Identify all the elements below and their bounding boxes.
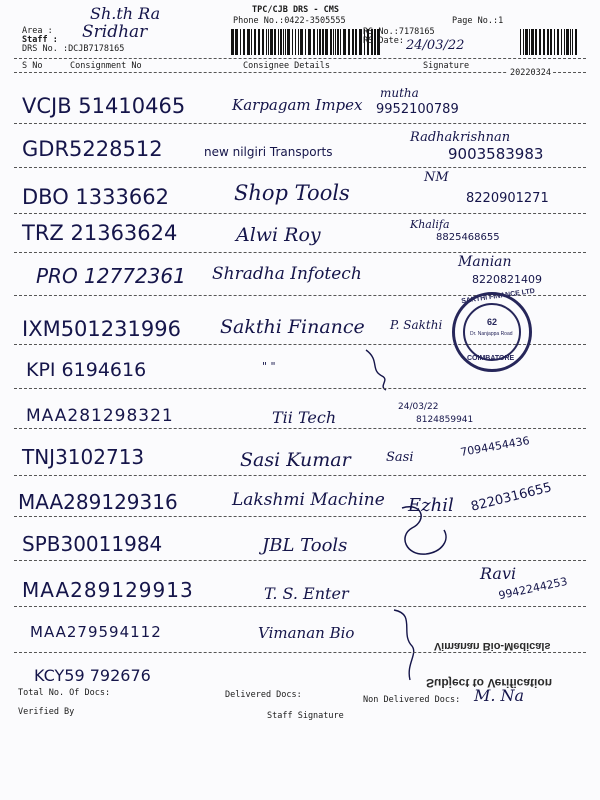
barcode-bar [240,29,241,55]
row-6-consignment: IXM501231996 [22,317,181,341]
row-rule [14,606,586,607]
barcode-right [520,29,578,55]
row-9-phone: 7094454436 [459,434,531,459]
row-8-consignment: MAA281298321 [26,406,174,426]
header-rule-top [14,58,586,59]
barcode-bar [305,29,306,55]
phone-line: Phone No.:0422-3505555 [233,16,346,26]
barcode-bar [274,29,276,55]
stamp-road: Dr. Nanjappa Road [470,331,513,337]
col-consignment: Consignment No [70,61,142,71]
barcode-bar [359,29,362,55]
barcode-bar [547,29,549,55]
row-rule [14,428,586,429]
row-13-signature-stroke [386,604,426,684]
row-11-consignee: JBL Tools [262,535,348,556]
stamp-number: 62 [487,317,498,327]
row-rule [14,652,586,653]
row-rule [14,516,586,517]
row-7-signature-stroke [360,346,400,392]
page-no-value: 1 [498,16,504,26]
barcode-left [231,29,381,55]
row-4-consignment: TRZ 21363624 [22,221,178,245]
barcode-bar [292,29,293,55]
barcode-bar [348,29,350,55]
row-1-consignment: VCJB 51410465 [22,94,186,118]
barcode-bar [243,29,245,55]
page-no-line: Page No.:1 [452,16,504,26]
barcode-bar [523,29,524,55]
barcode-bar [285,29,286,55]
drs-no-value: DCJB7178165 [68,44,125,54]
row-11-consignment: SPB30011984 [22,532,163,556]
row-12-phone: 9942244253 [497,574,569,603]
row-3-consignee: Shop Tools [234,181,350,205]
staff-signature-label: Staff Signature [267,711,344,721]
row-9-signature: Sasi [386,450,414,465]
row-9-consignment: TNJ3102713 [22,445,145,469]
barcode-bar [254,29,256,55]
drs-no-label: DRS No. :DCJB7178165 [22,44,125,54]
barcode-bar [280,29,282,55]
row-rule [14,475,586,476]
barcode-bar [319,29,321,55]
row-12-signature: Ravi [480,564,517,583]
barcode-bar [330,29,332,55]
rs-no-value: 7178165 [398,27,435,37]
row-8-signature: 24/03/22 [398,402,439,412]
row-3-phone: 8220901271 [466,191,549,206]
barcode-bar [554,29,555,55]
row-rule [14,252,586,253]
row-5-signature: Manian [458,254,512,270]
col-signature: Signature [423,61,470,71]
phone-value: 0422-3505555 [284,16,346,26]
col-consignee: Consignee Details [243,61,330,71]
row-12-consignee: T. S. Enter [264,584,349,603]
row-4-phone: 8825468655 [436,232,500,243]
row-rule [14,123,586,124]
row-rule [14,560,586,561]
barcode-bar [298,29,299,55]
row-10-phone: 8220316655 [469,480,554,515]
barcode-bar [561,29,562,55]
barcode-bar [283,29,284,55]
date-stamp: 20220324 [510,68,551,78]
barcode-bar [333,29,334,55]
sakthi-finance-stamp [452,287,536,372]
barcode-bar [352,29,354,55]
barcode-bar [335,29,336,55]
area-label: Area : [22,26,53,36]
barcode-bar [258,29,260,55]
barcode-bar [268,29,269,55]
col-sno: S No [22,61,43,71]
row-10-consignment: MAA289129316 [18,490,178,514]
barcode-bar [278,29,279,55]
row-rule [14,388,586,389]
barcode-bar [300,29,303,55]
barcode-bar [322,29,324,55]
row-2-consignment: GDR5228512 [22,137,163,161]
rs-date-label: RS Date: [363,36,404,46]
row-1-consignee: Karpagam Impex [232,96,363,114]
barcode-bar [572,29,573,55]
row-5-phone: 8220821409 [472,273,542,286]
row-5-consignment: PRO 12772361 [36,264,186,288]
barcode-bar [262,29,264,55]
total-docs-label: Total No. Of Docs: [18,688,111,698]
rs-date-handwriting: 24/03/22 [406,38,465,53]
barcode-bar [325,29,328,55]
row-2-consignee: new nilgiri Transports [204,145,333,159]
barcode-bar [340,29,341,55]
row-13-consignee: Vimanan Bio [258,624,355,642]
barcode-bar [343,29,346,55]
mirrored-verification-stamp: Subject to Verification [426,676,553,690]
row-12-consignment: MAA289129913 [22,578,194,602]
stamp-company: SAKTHI FINANCE LTD [460,287,536,306]
barcode-bar [543,29,545,55]
rs-no-line: RS No.:7178165 [363,27,435,37]
row-10-signature: Ezhil [408,495,454,516]
barcode-bar [529,29,530,55]
row-3-consignment: DBO 1333662 [22,185,169,209]
barcode-bar [520,29,521,55]
footer-signature-scrawl: M. Na [474,686,525,705]
mirrored-company-stamp: Vimanan Bio-Medicals [434,640,551,652]
barcode-bar [235,29,238,55]
barcode-bar [337,29,339,55]
row-1-signature: mutha [380,86,419,100]
row-13-consignment: MAA279594112 [30,623,162,641]
row-14-consignment: KCY59 792676 [34,666,151,685]
row-rule [14,213,586,214]
barcode-bar [308,29,311,55]
row-9-consignee: Sasi Kumar [240,449,351,471]
row-6-consignee: Sakthi Finance [220,316,365,338]
barcode-bar [557,29,559,55]
barcode-bar [531,29,534,55]
row-2-signature: Radhakrishnan [410,130,511,145]
barcode-bar [539,29,541,55]
barcode-bar [525,29,528,55]
document-title: TPC/CJB DRS - CMS [252,5,339,15]
verified-by-label: Verified By [18,707,75,717]
barcode-bar [251,29,252,55]
stamp-city: COIMBATORE [467,355,515,362]
area-handwriting: Sh.th Ra [90,4,161,23]
row-6-signature: P. Sakthi [390,318,443,332]
barcode-bar [570,29,571,55]
barcode-bar [247,29,250,55]
row-7-consignee: " " [262,360,276,373]
row-10-consignee: Lakshmi Machine [232,490,385,510]
header-rule-bottom [14,72,586,73]
barcode-bar [295,29,296,55]
row-rule [14,167,586,168]
delivered-docs-label: Delivered Docs: [225,690,302,700]
barcode-bar [355,29,357,55]
barcode-bar [231,29,234,55]
row-4-signature: Khalifa [410,218,450,231]
barcode-bar [313,29,315,55]
row-7-consignment: KPI 6194616 [26,359,147,381]
barcode-bar [566,29,569,55]
row-3-signature: NM [424,170,449,185]
barcode-bar [266,29,267,55]
row-1-phone: 9952100789 [376,102,459,117]
barcode-bar [564,29,565,55]
staff-label: Staff : [22,35,58,45]
row-2-phone: 9003583983 [448,145,544,163]
non-delivered-docs-label: Non Delivered Docs: [363,695,461,705]
row-8-phone: 8124859941 [416,415,474,425]
barcode-bar [317,29,318,55]
row-11-signature-stroke [392,500,462,564]
row-8-consignee: Tii Tech [272,408,337,427]
barcode-bar [550,29,552,55]
row-5-consignee: Shradha Infotech [212,264,362,284]
staff-name-handwriting: Sridhar [82,22,148,42]
barcode-bar [535,29,537,55]
barcode-bar [287,29,290,55]
barcode-bar [575,29,577,55]
row-4-consignee: Alwi Roy [236,224,321,246]
barcode-bar [270,29,273,55]
